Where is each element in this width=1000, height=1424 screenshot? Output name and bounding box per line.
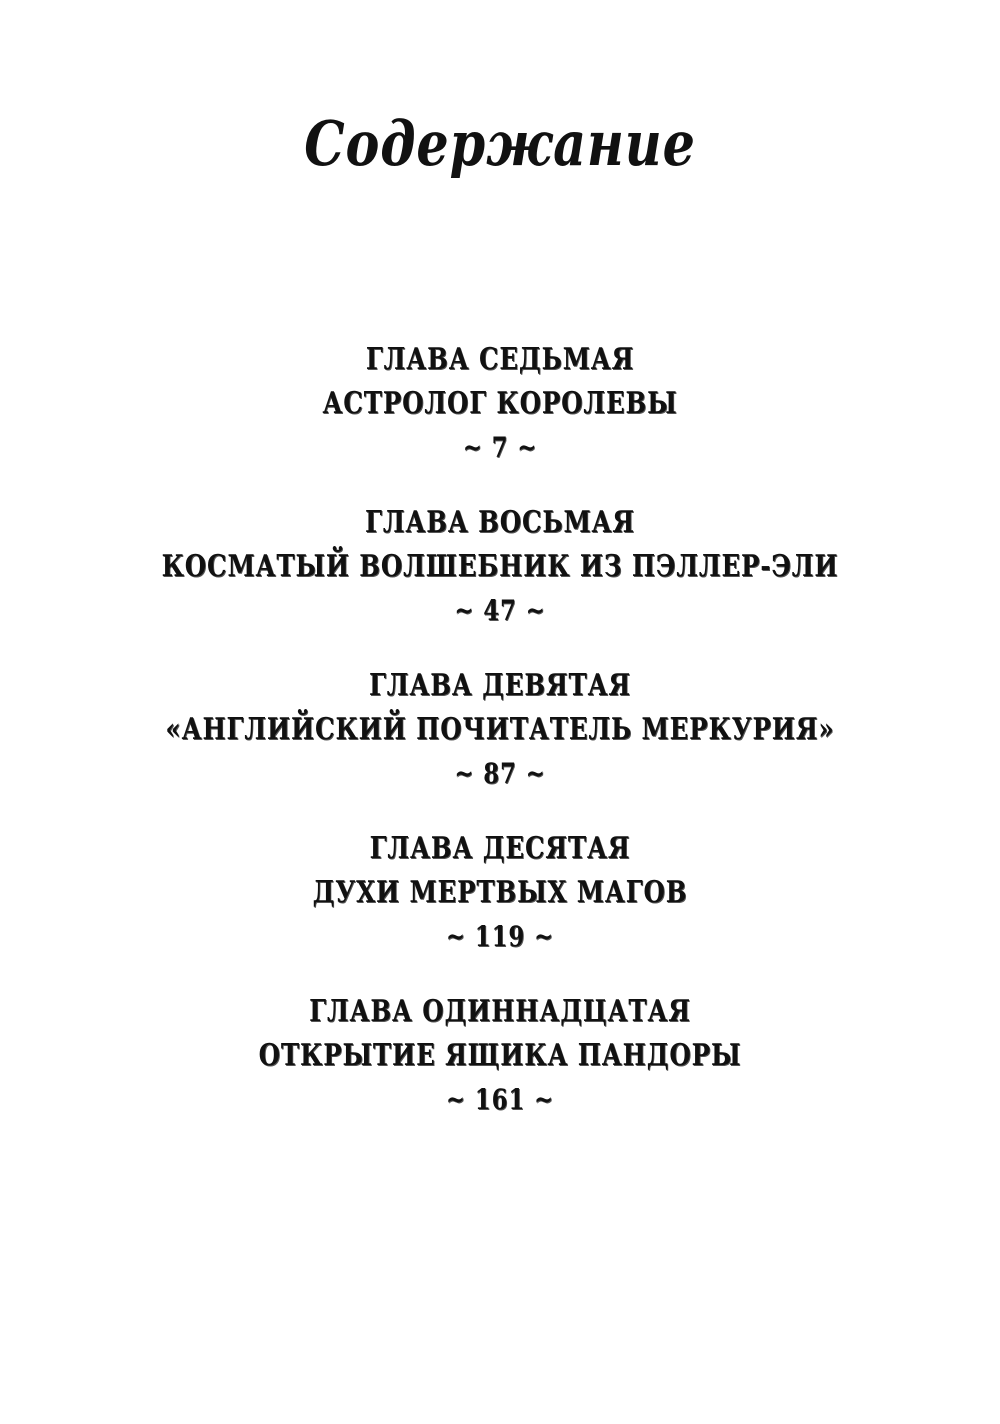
chapter-page: ~ 87 ~ [454, 757, 546, 790]
chapter-number: ГЛАВА ДЕВЯТАЯ [369, 668, 631, 703]
chapter-title: АСТРОЛОГ КОРОЛЕВЫ [322, 386, 678, 421]
page-title: Содержание [304, 107, 696, 180]
toc-entry[interactable] [0, 827, 1000, 959]
chapter-number: ГЛАВА ОДИННАДЦАТАЯ [309, 994, 691, 1029]
chapter-title: ОТКРЫТИЕ ЯЩИКА ПАНДОРЫ [258, 1038, 742, 1073]
toc-entry[interactable] [0, 990, 1000, 1122]
chapter-title: ДУХИ МЕРТВЫХ МАГОВ [312, 875, 688, 910]
chapter-page: ~ 119 ~ [445, 920, 555, 953]
chapter-page: ~ 161 ~ [445, 1083, 555, 1116]
chapter-page: ~ 7 ~ [462, 431, 538, 464]
chapter-number: ГЛАВА СЕДЬМАЯ [365, 342, 635, 377]
table-of-contents [0, 338, 1000, 1153]
chapter-title: КОСМАТЫЙ ВОЛШЕБНИК ИЗ ПЭЛЛЕР-ЭЛИ [161, 549, 839, 584]
toc-entry[interactable] [0, 501, 1000, 633]
chapter-number: ГЛАВА ДЕСЯТАЯ [369, 831, 631, 866]
chapter-number: ГЛАВА ВОСЬМАЯ [365, 505, 635, 540]
chapter-page: ~ 47 ~ [454, 594, 546, 627]
toc-entry[interactable] [0, 338, 1000, 470]
chapter-title: «АНГЛИЙСКИЙ ПОЧИТАТЕЛЬ МЕРКУРИЯ» [165, 712, 835, 747]
toc-entry[interactable] [0, 664, 1000, 796]
